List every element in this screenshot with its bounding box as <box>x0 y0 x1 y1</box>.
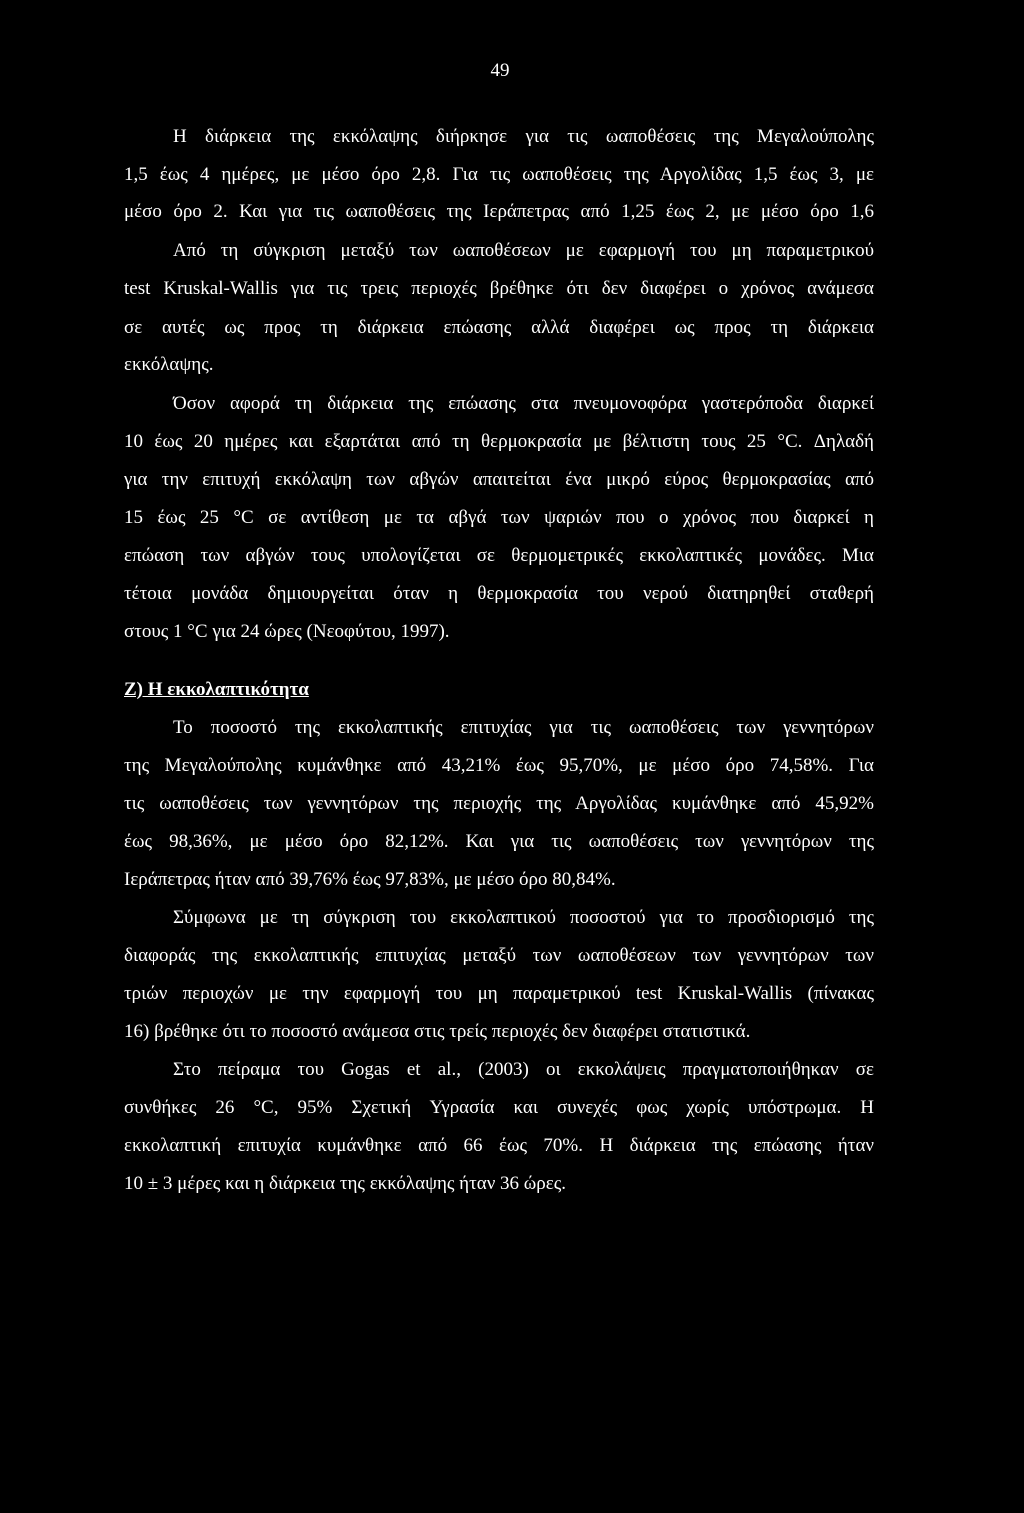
section-heading: Ζ) Η εκκολαπτικότητα <box>124 679 309 700</box>
text-line: 15 έως 25 °C σε αντίθεση με τα αβγά των ψαριών που ο χρόνος που διαρκεί η <box>124 507 874 528</box>
text-line: test Kruskal-Wallis για τις τρεις περιοχές βρέθηκε ότι δεν διαφέρει ο χρόνος ανάμεσα <box>124 278 874 299</box>
text-line: Όσον αφορά τη διάρκεια της επώασης στα πνευμονοφόρα γαστερόποδα διαρκεί <box>173 393 874 414</box>
text-line: για την επιτυχή εκκόλαψη των αβγών απαιτείται ένα μικρό εύρος θερμοκρασίας από <box>124 469 874 490</box>
text-line: Ιεράπετρας ήταν από 39,76% έως 97,83%, με μέσο όρο 80,84%. <box>124 869 616 890</box>
page-number: 49 <box>490 60 510 81</box>
text-line: τις ωαποθέσεις των γεννητόρων της περιοχής της Αργολίδας κυμάνθηκε από 45,92% <box>124 793 874 814</box>
text-line: Το ποσοστό της εκκολαπτικής επιτυχίας για τις ωαποθέσεις των γεννητόρων <box>173 717 874 738</box>
text-line: μέσο όρο 2. Και για τις ωαποθέσεις της Ιεράπετρας από 1,25 έως 2, με μέσο όρο 1,6 <box>124 201 874 222</box>
text-line: τριών περιοχών με την εφαρμογή του μη παραμετρικού test Kruskal-Wallis (πίνακας <box>124 983 874 1004</box>
text-line: εκκολαπτική επιτυχία κυμάνθηκε από 66 έως 70%. Η διάρκεια της επώασης ήταν <box>124 1135 874 1156</box>
text-line: σε αυτές ως προς τη διάρκεια επώασης αλλά διαφέρει ως προς τη διάρκεια <box>124 317 874 338</box>
text-line: στους 1 °C για 24 ώρες (Νεοφύτου, 1997). <box>124 621 450 642</box>
text-line: 10 ± 3 μέρες και η διάρκεια της εκκόλαψης ήταν 36 ώρες. <box>124 1173 567 1194</box>
text-line: Από τη σύγκριση μεταξύ των ωαποθέσεων με εφαρμογή του μη παραμετρικού <box>173 240 874 261</box>
text-line: διαφοράς της εκκολαπτικής επιτυχίας μεταξύ των ωαποθέσεων των γεννητόρων των <box>124 945 874 966</box>
text-line: επώαση των αβγών τους υπολογίζεται σε θερμομετρικές εκκολαπτικές μονάδες. Μια <box>124 545 874 566</box>
text-line: 10 έως 20 ημέρες και εξαρτάται από τη θερμοκρασία με βέλτιστη τους 25 °C. Δηλαδή <box>124 431 874 452</box>
text-line: 1,5 έως 4 ημέρες, με μέσο όρο 2,8. Για τις ωαποθέσεις της Αργολίδας 1,5 έως 3, με <box>124 164 874 185</box>
text-line: εκκόλαψης. <box>124 354 214 375</box>
text-line: Στο πείραμα του Gogas et al., (2003) οι εκκολάψεις πραγματοποιήθηκαν σε <box>173 1059 874 1080</box>
text-line: 16) βρέθηκε ότι το ποσοστό ανάμεσα στις τρείς περιοχές δεν διαφέρει στατιστικά. <box>124 1021 751 1042</box>
text-line: συνθήκες 26 °C, 95% Σχετική Υγρασία και συνεχές φως χωρίς υπόστρωμα. Η <box>124 1097 874 1118</box>
text-line: Σύμφωνα με τη σύγκριση του εκκολαπτικού ποσοστού για το προσδιορισμό της <box>173 907 874 928</box>
text-line: τέτοια μονάδα δημιουργείται όταν η θερμοκρασία του νερού διατηρηθεί σταθερή <box>124 583 874 604</box>
text-line: έως 98,36%, με μέσο όρο 82,12%. Και για τις ωαποθέσεις των γεννητόρων της <box>124 831 874 852</box>
text-line: Η διάρκεια της εκκόλαψης διήρκησε για τις ωαποθέσεις της Μεγαλούπολης <box>173 126 874 147</box>
text-line: της Μεγαλούπολης κυμάνθηκε από 43,21% έως 95,70%, με μέσο όρο 74,58%. Για <box>124 755 874 776</box>
